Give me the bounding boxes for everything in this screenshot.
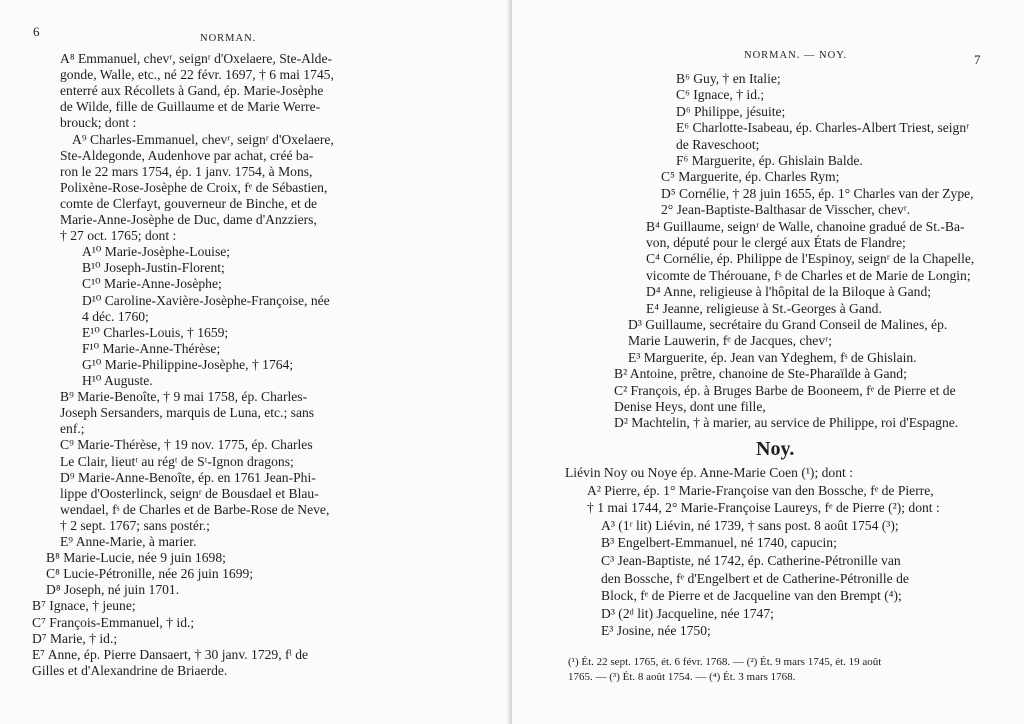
- text-line: ron le 22 mars 1754, ép. 1 janv. 1754, à Mons,: [60, 163, 313, 179]
- text-line: C⁹ Marie-Thérèse, † 19 nov. 1775, ép. Charles: [60, 437, 313, 453]
- text-line: Marie-Anne-Josèphe de Duc, dame d'Anzziers,: [60, 212, 317, 227]
- footnote-line: 1765. — (³) Ét. 8 août 1754. — (⁴) Ét. 3 mars 1768.: [568, 671, 796, 683]
- text-line: D¹⁰ Caroline-Xavière-Josèphe-Françoise, née: [82, 292, 330, 308]
- text-line: A³ (1ʳ lit) Liévin, né 1739, † sans post. 8 août 1754 (³);: [601, 517, 899, 533]
- text-line: Joseph Sersanders, marquis de Luna, etc.; sans: [60, 405, 315, 421]
- text-line: C⁵ Marguerite, ép. Charles Rym;: [661, 169, 840, 185]
- right-running-head: NORMAN. — NOY.: [744, 50, 848, 61]
- text-line: E¹⁰ Charles-Louis, † 1659;: [82, 324, 229, 340]
- text-line: † 2 sept. 1767; sans postér.;: [60, 517, 210, 533]
- text-line: gonde, Walle, etc., né 22 févr. 1697, † 6 mai 1745,: [60, 67, 334, 83]
- text-line: Liévin Noy ou Noye ép. Anne-Marie Coen (¹); dont :: [565, 465, 853, 480]
- text-line: C⁶ Ignace, † id.;: [676, 87, 765, 103]
- text-line: D⁸ Joseph, né juin 1701.: [46, 582, 180, 598]
- text-line: Marie Lauwerin, fᵉ de Jacques, chevʳ;: [628, 333, 832, 349]
- text-line: † 1 mai 1744, 2° Marie-Françoise Laureys, fᵉ de Pierre (²); dont :: [587, 500, 940, 516]
- text-line: B² Antoine, prêtre, chanoine de Ste-Pharaïlde à Gand;: [614, 366, 907, 382]
- text-line: D⁴ Anne, religieuse à l'hôpital de la Biloque à Gand;: [646, 284, 932, 300]
- left-running-head: NORMAN.: [200, 33, 257, 44]
- text-line: H¹⁰ Auguste.: [82, 373, 153, 388]
- text-line: Ste-Aldegonde, Audenhove par achat, créé ba-: [60, 147, 314, 163]
- text-line: A¹⁰ Marie-Josèphe-Louise;: [82, 244, 231, 260]
- left-page-number: 6: [33, 24, 40, 39]
- text-line: vicomte de Thérouane, fˢ de Charles et de Marie de Longin;: [646, 267, 971, 283]
- text-line: E³ Josine, née 1750;: [601, 623, 711, 639]
- text-line: C¹⁰ Marie-Anne-Josèphe;: [82, 276, 222, 292]
- text-line: B¹⁰ Joseph-Justin-Florent;: [82, 260, 225, 276]
- text-line: brouck; dont :: [60, 115, 137, 131]
- text-line: A⁹ Charles-Emmanuel, chevʳ, seignʳ d'Oxelaere,: [72, 131, 334, 147]
- text-line: B⁴ Guillaume, seignʳ de Walle, chanoine gradué de St.-Ba-: [646, 218, 965, 234]
- footnote-line: (¹) Ét. 22 sept. 1765, ét. 6 févr. 1768. — (²) Ét. 9 mars 1745, ét. 19 août: [568, 656, 882, 668]
- text-line: den Bossche, fᵉ d'Engelbert et de Catherine-Pétronille de: [601, 570, 909, 586]
- text-line: C⁷ François-Emmanuel, † id.;: [32, 614, 195, 630]
- text-line: B⁷ Ignace, † jeune;: [32, 598, 136, 614]
- text-line: E⁶ Charlotte-Isabeau, ép. Charles-Albert Triest, seignʳ: [676, 120, 970, 136]
- right-page: [512, 0, 1024, 724]
- text-line: von, député pour le clergé aux États de Flandre;: [646, 235, 906, 250]
- text-line: E⁹ Anne-Marie, à marier.: [60, 534, 197, 549]
- text-line: F⁶ Marguerite, ép. Ghislain Balde.: [676, 153, 863, 168]
- text-line: B⁹ Marie-Benoîte, † 9 mai 1758, ép. Charles-: [60, 389, 308, 405]
- text-line: Le Clair, lieutᵗ au régᵗ de Sᵗ-Ignon dragons;: [60, 453, 294, 469]
- text-line: D² Machtelin, † à marier, au service de Philippe, roi d'Espagne.: [614, 415, 959, 431]
- text-line: de Wilde, fille de Guillaume et de Marie Werre-: [60, 99, 321, 115]
- text-line: D⁶ Philippe, jésuite;: [676, 103, 786, 119]
- text-line: C⁴ Cornélie, ép. Philippe de l'Espinoy, seignʳ de la Chapelle,: [646, 251, 975, 267]
- right-page-number: 7: [974, 52, 981, 67]
- text-line: B³ Engelbert-Emmanuel, né 1740, capucin;: [601, 535, 837, 551]
- text-line: G¹⁰ Marie-Philippine-Josèphe, † 1764;: [82, 356, 294, 372]
- text-line: C² François, ép. à Bruges Barbe de Booneem, fᵉ de Pierre et de: [614, 382, 956, 398]
- text-line: Denise Heys, dont une fille,: [614, 399, 766, 414]
- text-line: A² Pierre, ép. 1° Marie-Françoise van den Bossche, fᵉ de Pierre,: [587, 482, 934, 498]
- text-line: D³ (2ᵈ lit) Jacqueline, née 1747;: [601, 605, 774, 621]
- text-line: 2° Jean-Baptiste-Balthasar de Visscher, chevʳ.: [661, 202, 911, 218]
- text-line: F¹⁰ Marie-Anne-Thérèse;: [82, 340, 221, 356]
- text-line: C⁸ Lucie-Pétronille, née 26 juin 1699;: [46, 566, 254, 582]
- text-line: A⁸ Emmanuel, chevʳ, seignʳ d'Oxelaere, Ste-Alde-: [60, 51, 333, 66]
- text-line: enf.;: [60, 421, 85, 437]
- text-line: wendael, fˢ de Charles et de Barbe-Rose de Neve,: [60, 501, 330, 517]
- text-line: E⁴ Jeanne, religieuse à St.-Georges à Gand.: [646, 300, 882, 316]
- text-line: D⁹ Marie-Anne-Benoîte, ép. en 1761 Jean-Phi-: [60, 469, 316, 485]
- text-line: C³ Jean-Baptiste, né 1742, ép. Catherine-Pétronille van: [601, 553, 901, 568]
- text-line: B⁸ Marie-Lucie, née 9 juin 1698;: [46, 550, 226, 566]
- text-line: E³ Marguerite, ép. Jean van Ydeghem, fˢ de Ghislain.: [628, 349, 917, 365]
- section-heading: Noy.: [756, 438, 795, 460]
- text-line: lippe d'Oosterlinck, seignʳ de Bousdael et Blau-: [60, 485, 319, 501]
- text-line: enterré aux Récollets à Gand, ép. Marie-Josèphe: [60, 83, 324, 99]
- text-line: E⁷ Anne, ép. Pierre Dansaert, † 30 janv. 1729, fˡ de: [32, 646, 309, 662]
- text-line: comte de Clerfayt, gouverneur de Binche, et de: [60, 195, 318, 211]
- text-line: D³ Guillaume, secrétaire du Grand Conseil de Malines, ép.: [628, 317, 948, 332]
- text-line: Polixène-Rose-Josèphe de Croix, fᵉ de Sébastien,: [60, 179, 328, 195]
- text-line: de Raveschoot;: [676, 136, 760, 152]
- text-line: Gilles et d'Alexandrine de Briaerde.: [32, 662, 228, 678]
- text-line: † 27 oct. 1765; dont :: [60, 228, 177, 244]
- text-line: B⁶ Guy, † en Italie;: [676, 71, 781, 86]
- text-line: D⁷ Marie, † id.;: [32, 630, 118, 646]
- text-line: 4 déc. 1760;: [82, 308, 149, 324]
- text-line: Block, fᵉ de Pierre et de Jacqueline van den Brempt (⁴);: [601, 588, 902, 604]
- text-line: D⁵ Cornélie, † 28 juin 1655, ép. 1° Charles van der Zype,: [661, 185, 974, 201]
